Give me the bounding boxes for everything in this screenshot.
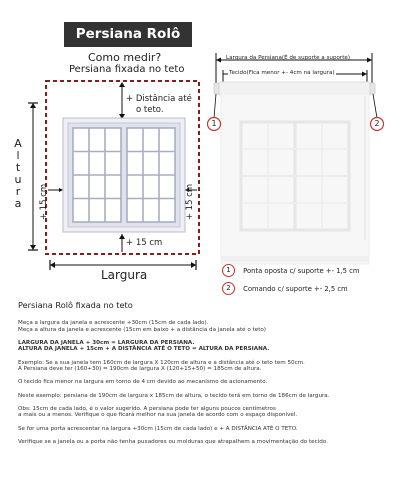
left-margin-arrow bbox=[48, 188, 63, 192]
instruction-line: Exemplo: Se a sua janela tem 160cm de largura X 120cm de altura e a distância até o teto tem 50cm. bbox=[18, 359, 305, 366]
ceiling-distance-arrow bbox=[119, 82, 125, 119]
instructions-title: Persiana Rolô fixada no teto bbox=[18, 300, 133, 310]
legend-2-text: Comando c/ suporte +- 2,5 cm bbox=[243, 284, 348, 293]
how-to-measure-heading: Como medir? bbox=[88, 51, 162, 64]
right-margin-label: + 15 cm bbox=[185, 183, 195, 221]
instruction-line: Neste exemplo: persiana de 190cm de largura x 185cm de altura, o tecido terá em torno de 186cm de largura. bbox=[18, 392, 330, 399]
height-label: A l t u r a bbox=[14, 137, 22, 210]
instruction-line: a mais ou a menos. Verifique o que ficará melhor na sua janela de acordo com o espaço disponível. bbox=[18, 412, 298, 419]
roller-blind-illustration bbox=[214, 82, 375, 264]
mounting-subtitle: Persiana fixada no teto bbox=[69, 64, 185, 75]
height-arrow bbox=[28, 103, 38, 250]
bottom-margin-arrow bbox=[119, 234, 125, 252]
marker-2-pointer bbox=[373, 94, 377, 118]
marker-1-pointer bbox=[214, 94, 216, 118]
window-illustration bbox=[63, 118, 185, 232]
bottom-margin-label: + 15 cm bbox=[126, 238, 163, 248]
legend-1-circle: 1 bbox=[222, 264, 235, 277]
instruction-line: A Persiana deve ter (160+30) = 190cm de largura X (120+15+50) = 185cm de altura. bbox=[18, 366, 262, 373]
instruction-line: Meça a altura da janela e acrescente (15cm em baixo + a distância da janela até o teto) bbox=[18, 326, 266, 333]
page-title: Persiana Rolô bbox=[64, 22, 192, 47]
instructions-block bbox=[18, 320, 398, 445]
left-measurement-diagram bbox=[0, 0, 210, 300]
legend-item-2 bbox=[222, 278, 348, 297]
instruction-line: ALTURA DA JANELA + 15cm + A DISTÂNCIA ATÉ O TETO = ALTURA DA PERSIANA. bbox=[18, 346, 270, 353]
left-margin-label: + 15 cm bbox=[39, 183, 49, 221]
width-label: Largura bbox=[101, 268, 148, 282]
legend-2-circle: 2 bbox=[222, 282, 235, 295]
fabric-width-label: Tecido(Fica menor +- 4cm na largura) bbox=[229, 70, 335, 76]
marker-2-number: 2 bbox=[374, 119, 380, 128]
instruction-line: Se for uma porta acrescentar na largura +30cm (15cm de cada lado) e + A DISTÂNCIA ATÉ O TETO. bbox=[18, 425, 298, 432]
legend-item-1 bbox=[222, 260, 360, 279]
legend-1-text: Ponta oposta c/ suporte +- 1,5 cm bbox=[243, 266, 360, 275]
instruction-line: LARGURA DA JANELA + 30cm = LARGURA DA PERSIANA. bbox=[18, 339, 195, 346]
instruction-line: Verifique se a janela ou a porta não tenha puxadores ou molduras que atrapalhem a movimentação do tecido. bbox=[18, 438, 328, 445]
marker-1-number: 1 bbox=[211, 119, 217, 128]
instruction-line: Meça a largura da janela e acrescente +30cm (15cm de cada lado). bbox=[18, 320, 209, 326]
instruction-line: O tecido fica menor na largura em torno de 4 cm devido ao mecanismo de acionamento. bbox=[18, 379, 268, 386]
ceiling-distance-label: + Distância até o teto. bbox=[126, 94, 192, 115]
blind-width-label: Largura da Persiana(É de suporte a suporte) bbox=[226, 55, 351, 61]
instruction-line: Obs: 15cm de cada lado, é o valor sugerido. A persiana pode ter alguns poucos centímetros bbox=[18, 405, 276, 412]
